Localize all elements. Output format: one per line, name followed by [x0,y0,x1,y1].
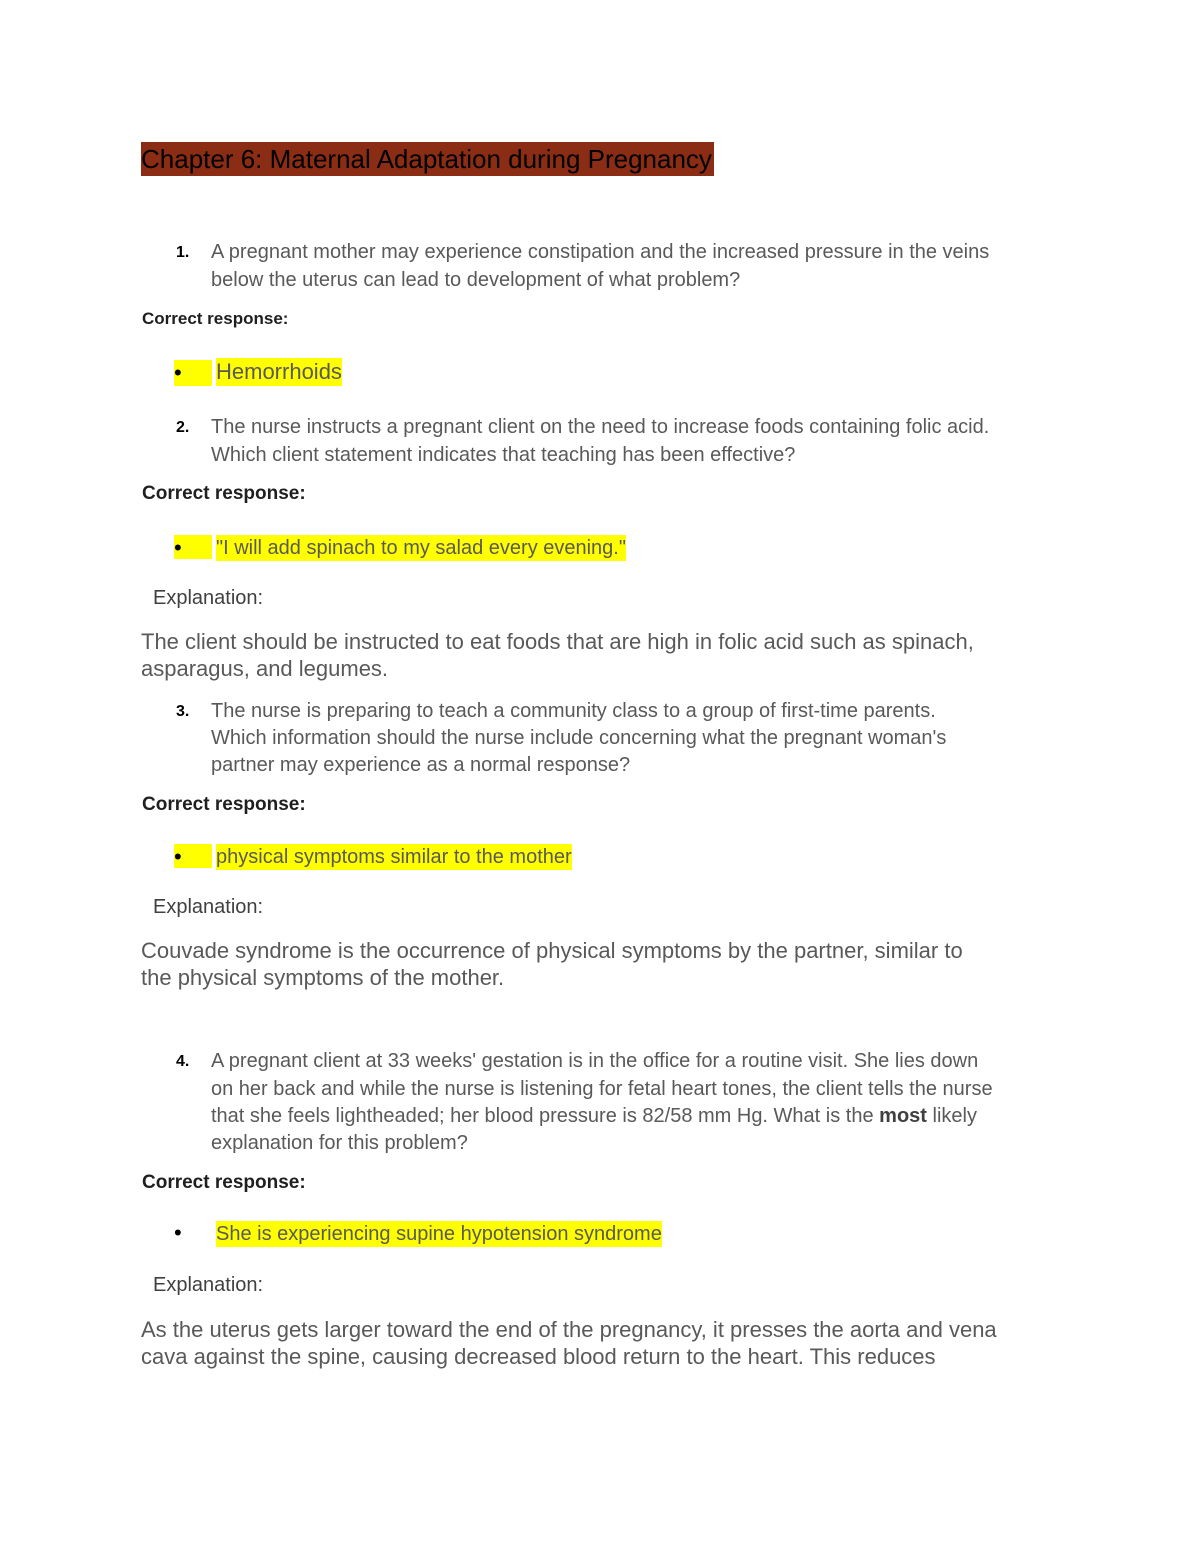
question-1-line-2: below the uterus can lead to development of what problem? [211,269,741,291]
bullet-2: • [174,535,212,559]
explanation-4-line-1: As the uterus gets larger toward the end of the pregnancy, it presses the aorta and vena [141,1317,997,1342]
correct-response-label-3: Correct response: [142,794,306,815]
question-4-line-3 [211,1102,977,1130]
answer-4: She is experiencing supine hypotension syndrome [216,1223,662,1245]
question-number-1: 1. [176,244,190,261]
bullet-1: • [174,360,212,386]
question-2-line-1: The nurse instructs a pregnant client on the need to increase foods containing folic acid. [211,416,990,438]
question-3-line-1: The nurse is preparing to teach a community class to a group of first-time parents. [211,700,936,722]
question-1-line-1: A pregnant mother may experience constipation and the increased pressure in the veins [211,241,990,263]
bullet-3: • [174,844,212,868]
question-number-4: 4. [176,1053,190,1070]
correct-response-label-1: Correct response: [142,309,289,328]
question-number-3: 3. [176,703,190,720]
answer-1: Hemorrhoids [216,359,342,384]
answer-2: "I will add spinach to my salad every evening." [216,537,626,559]
explanation-4-line-2: cava against the spine, causing decreased blood return to the heart. This reduces [141,1344,936,1369]
explanation-label-4: Explanation: [153,1274,264,1296]
question-4-line-4: explanation for this problem? [211,1132,468,1154]
explanation-label-2: Explanation: [153,587,264,609]
explanation-label-3: Explanation: [153,896,264,918]
question-4-line-3-tail: likely [932,1105,977,1127]
explanation-3-line-1: Couvade syndrome is the occurrence of physical symptoms by the partner, similar to [141,938,963,963]
correct-response-label-2: Correct response: [142,483,306,504]
answer-3: physical symptoms similar to the mother [216,846,572,868]
explanation-2-line-1: The client should be instructed to eat foods that are high in folic acid such as spinach, [141,629,974,654]
question-4-line-3-text: that she feels lightheaded; her blood pressure is 82/58 mm Hg. What is the [211,1105,874,1127]
question-4-line-1: A pregnant client at 33 weeks' gestation is in the office for a routine visit. She lies down [211,1050,979,1072]
emphasis-most: most [879,1105,927,1127]
question-4-line-2: on her back and while the nurse is listening for fetal heart tones, the client tells the nurse [211,1078,993,1100]
question-3-line-2: Which information should the nurse include concerning what the pregnant woman's [211,727,947,749]
question-number-2: 2. [176,419,190,436]
correct-response-label-4: Correct response: [142,1172,306,1193]
explanation-3-line-2: the physical symptoms of the mother. [141,965,505,990]
question-2-line-2: Which client statement indicates that teaching has been effective? [211,444,796,466]
explanation-2-line-2: asparagus, and legumes. [141,656,389,681]
question-3-line-3: partner may experience as a normal response? [211,754,631,776]
bullet-4: • [174,1220,182,1245]
chapter-title: Chapter 6: Maternal Adaptation during Pregnancy [141,144,712,174]
